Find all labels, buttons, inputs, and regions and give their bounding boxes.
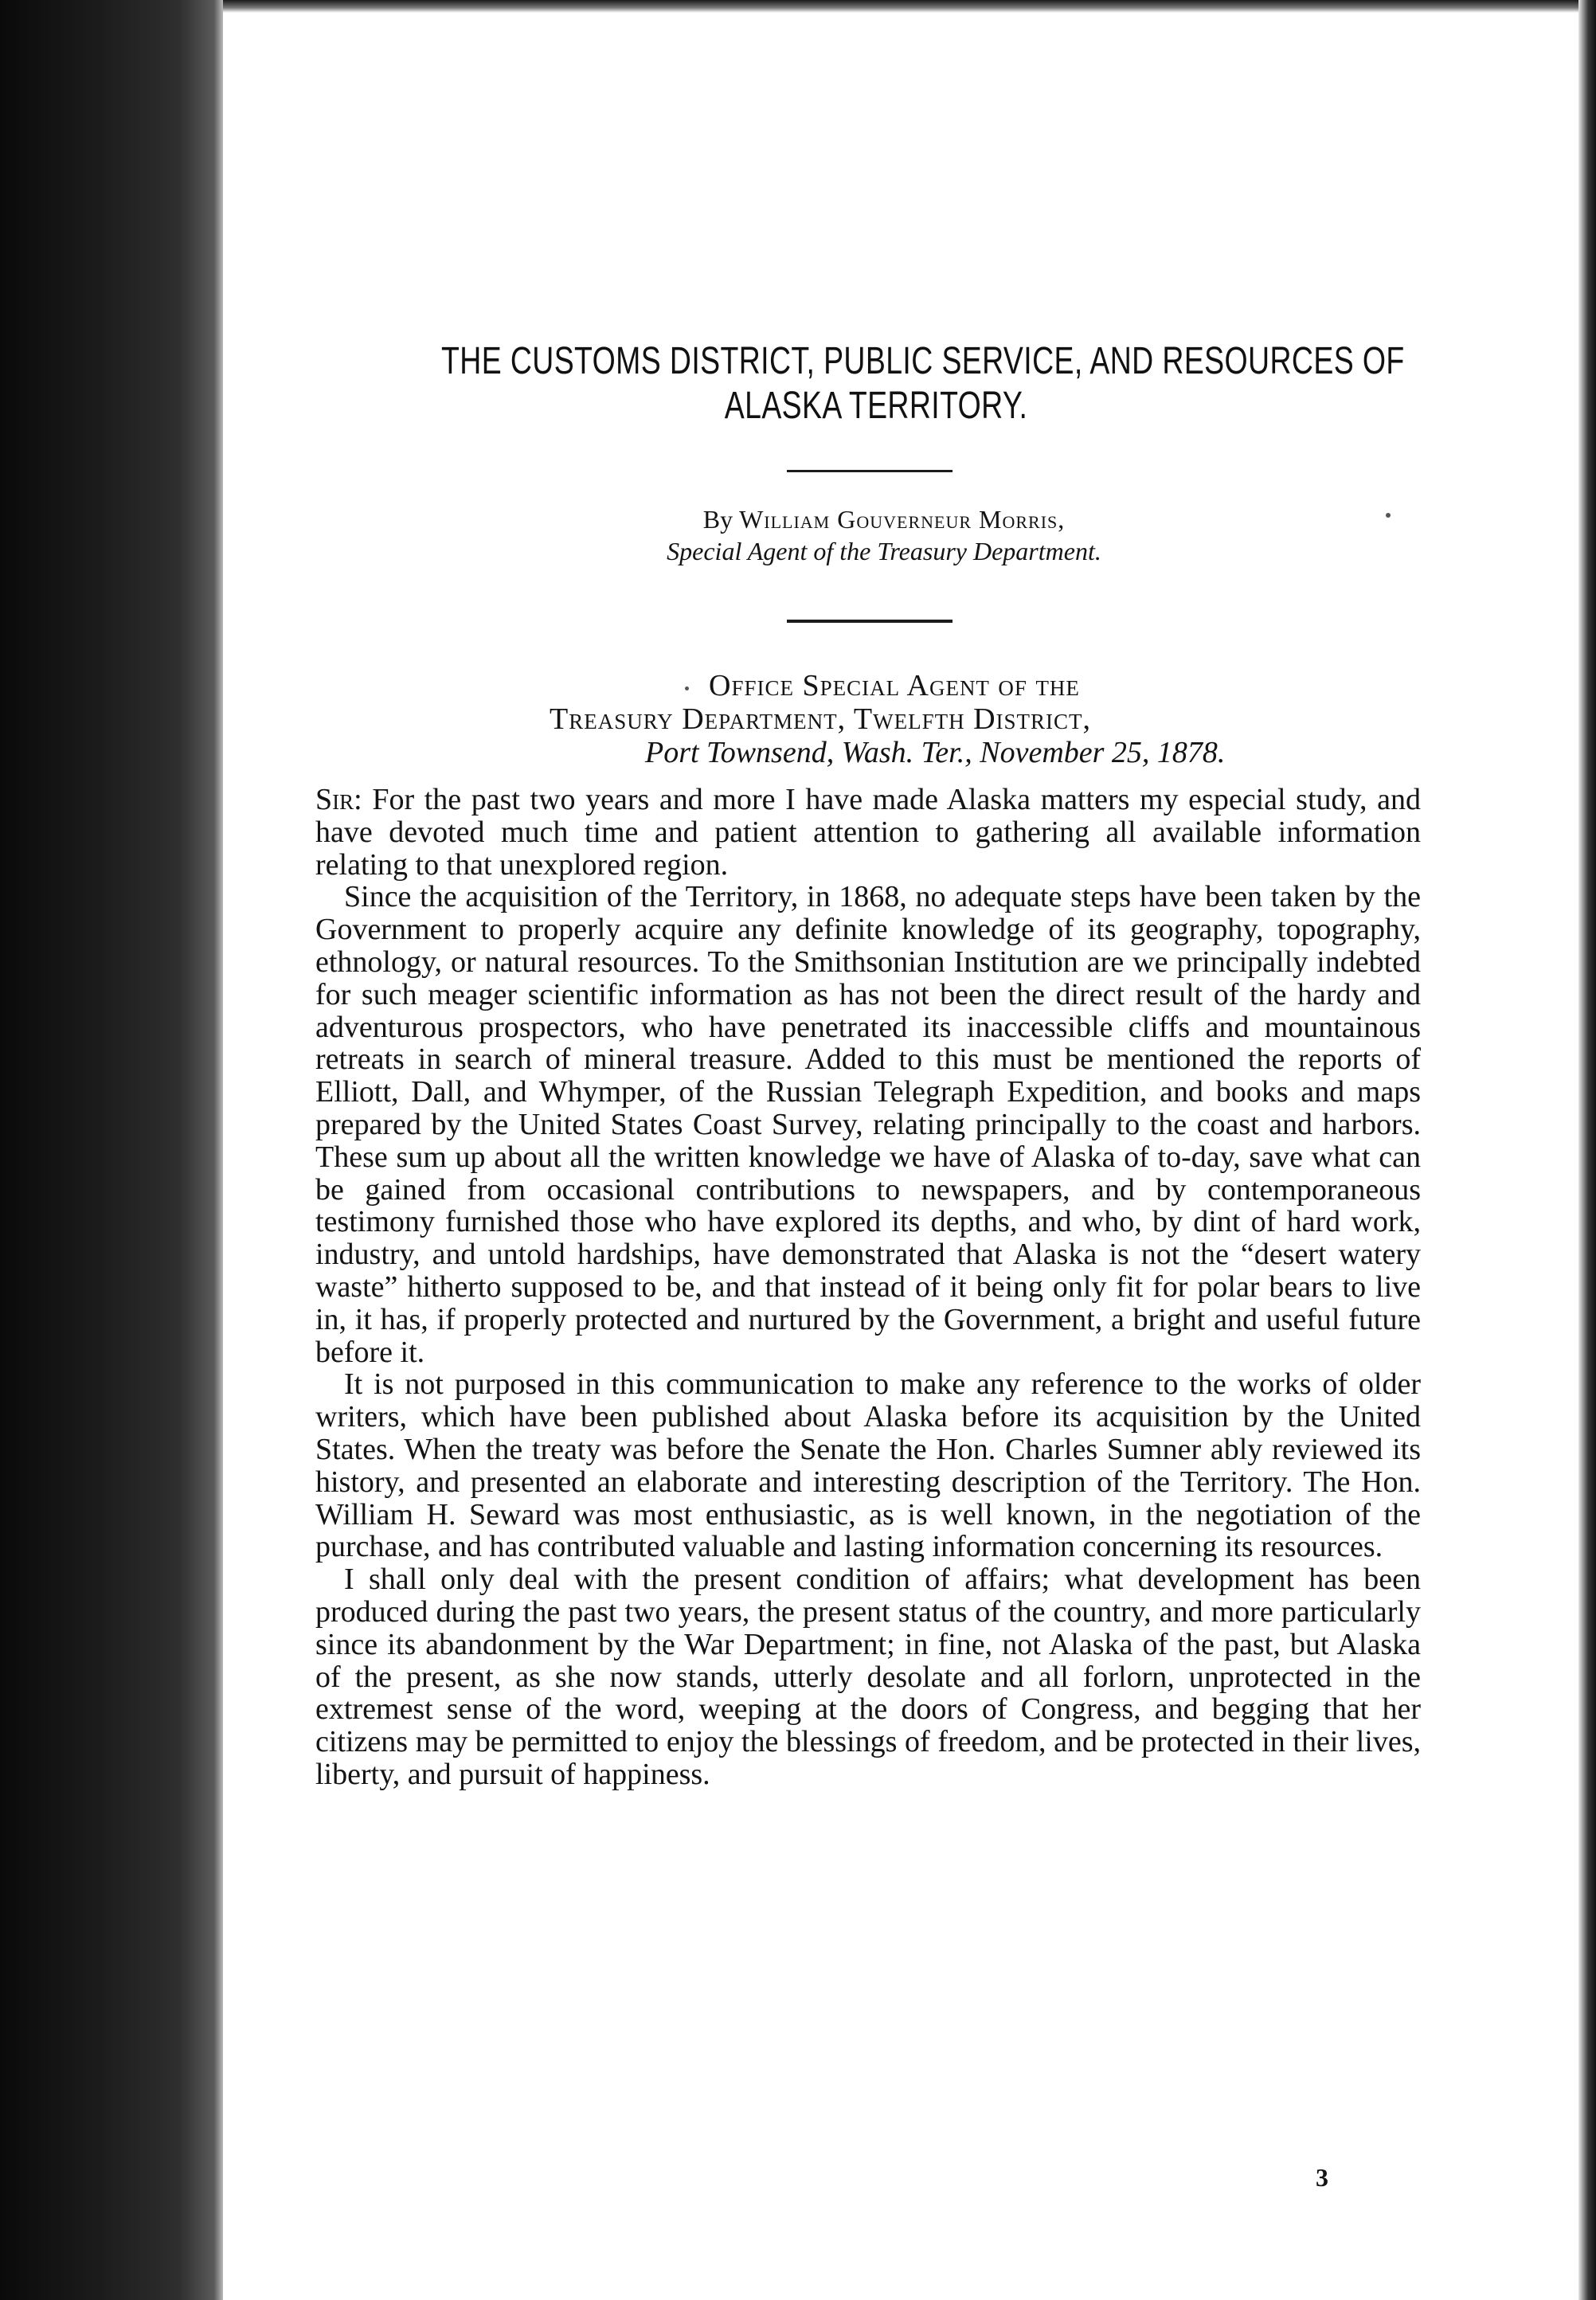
byline [446, 503, 1322, 567]
document-title [441, 339, 1405, 428]
author-role: Special Agent of the Treasury Department. [667, 537, 1101, 565]
scan-edge-top [223, 0, 1578, 13]
title-divider [787, 470, 953, 472]
paragraph-3: It is not purposed in this communication to make any reference to the works of older writers, which have been published about Alaska before its acquisition by the United States. When the treaty was before the Senate the Hon. Charles Sumner ably reviewed its history, and presented an elaborate and interesting description of the Territory. The Hon. William H. Seward was most enthusiastic, as is well known, in the negotiation of the purchase, and has contributed valuable and lasting information concerning its resources. [315, 1367, 1421, 1564]
title-line-2: ALASKA TERRITORY. [724, 385, 1028, 427]
scan-speck [1386, 513, 1391, 518]
title-line-1: THE CUSTOMS DISTRICT, PUBLIC SERVICE, AND RESOURCES OF [441, 340, 1405, 382]
paragraph-4: I shall only deal with the present condition of affairs; what development has been produced during the past two years, the present status of the country, and more particularly since its abandonment by the War Department; in fine, not Alaska of the past, but Alaska of the present, as she now stands, utterly desolate and all forlorn, unprotected in the extremest sense of the word, weeping at the doors of Congress, and begging that her citizens may be permitted to enjoy the blessings of freedom, and be protected in their lives, liberty, and pursuit of happiness. [315, 1563, 1421, 1791]
letter-body [315, 784, 1421, 1791]
paragraph-2: Since the acquisition of the Territory, in 1868, no adequate steps have been taken by the Government to properly acquire any definite knowledge of its geography, topography, ethnology, or natural resources. To the Smithsonian Institution are we principally indebted for such meager scientific information as has not been the direct result of the hardy and adventurous prospectors, who have penetrated its inaccessible cliffs and mountainous retreats in search of mineral treasure. Added to this must be mentioned the reports of Elliott, Dall, and Whymper, of the Russian Telegraph Expedition, and books and maps prepared by the United States Coast Survey, relating principally to the coast and harbors. These sum up about all the written knowledge we have of Alaska of to-day, save what can be gained from occasional contributions to newspapers, and by contemporaneous testimony furnished those who have explored its depths, and who, by dint of hard work, industry, and untold hardships, have demonstrated that Alaska is not the “desert watery waste” hitherto supposed to be, and that instead of it being only fit for polar bears to live in, it has, if properly protected and nurtured by the Government, a bright and useful future before it. [315, 880, 1421, 1369]
dateline-place-date: Port Townsend, Wash. Ter., November 25, 1878. [645, 736, 1226, 769]
salutation: Sir: [315, 783, 362, 816]
author-name: William Gouverneur Morris, [739, 505, 1066, 534]
byline-divider [787, 620, 953, 623]
byline-by: By [702, 505, 733, 534]
page-number: 3 [1316, 2163, 1328, 2192]
scan-edge-right [1578, 0, 1596, 2300]
paragraph-1 [315, 784, 1421, 881]
scan-edge-left [0, 0, 223, 2300]
scan-speck [685, 686, 689, 690]
dateline-office: Office Special Agent of the [709, 669, 1080, 702]
paragraph-1-text: For the past two years and more I have made Alaska matters my especial study, and have devoted much time and patient attention to gathering all available information relating to that unexplored region. [315, 783, 1421, 882]
dateline [526, 669, 1402, 769]
dateline-department: Treasury Department, Twelfth District, [550, 702, 1092, 736]
